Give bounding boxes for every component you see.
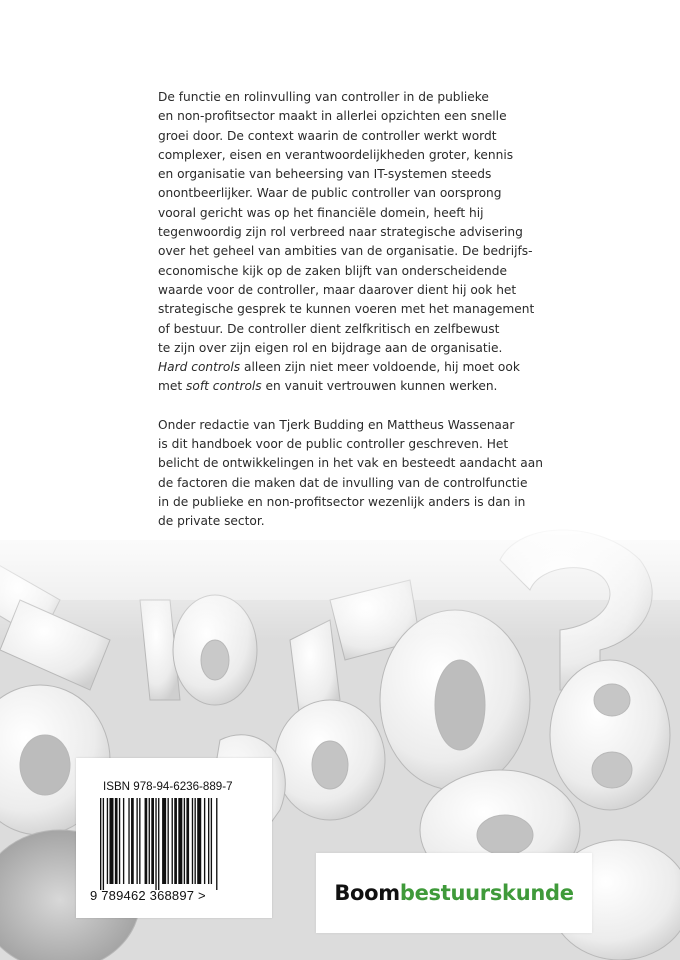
barcode-digits: 9 789462 368897 > bbox=[90, 888, 206, 903]
blurb-line: De functie en rolinvulling van controller in de publieke bbox=[158, 90, 489, 104]
blurb-line: complexer, eisen en verantwoordelijkheden groter, kennis bbox=[158, 147, 514, 162]
blurb-line bbox=[158, 358, 558, 377]
barcode-bar bbox=[103, 798, 104, 890]
barcode-bar bbox=[155, 798, 156, 890]
blurb-line: in de publieke en non-profitsector wezenlijk anders is dan in bbox=[158, 494, 526, 509]
blurb-line: en organisatie van beheersing van IT-systemen steeds bbox=[158, 167, 492, 182]
blurb-line bbox=[158, 377, 558, 396]
publisher-brand: Boom bbox=[334, 881, 400, 905]
barcode-bar bbox=[208, 798, 209, 884]
barcode-bar bbox=[158, 798, 159, 890]
publisher-name bbox=[334, 881, 573, 905]
barcode-bar bbox=[178, 798, 182, 884]
blurb-line: over het geheel van ambities van de organisatie. De bedrijfs- bbox=[158, 244, 533, 259]
barcode-bar bbox=[186, 798, 189, 884]
blurb-line-start: met bbox=[158, 379, 187, 394]
isbn-barcode-panel bbox=[76, 758, 272, 918]
blurb-line: strategische gesprek te kunnen voeren met het management bbox=[158, 302, 535, 317]
barcode-bar bbox=[128, 798, 129, 884]
blurb-line: is dit handboek voor de public controller geschreven. Het bbox=[158, 437, 509, 452]
blurb-line: onontbeerlijker. Waar de public controller van oorsprong bbox=[158, 186, 502, 201]
barcode-bar bbox=[192, 798, 193, 884]
blurb-line: Onder redactie van Tjerk Budding en Mattheus Wassenaar bbox=[158, 417, 515, 432]
barcode-bar bbox=[162, 798, 166, 884]
barcode-bar bbox=[107, 798, 108, 884]
blurb-line: groei door. De context waarin de controller werkt wordt bbox=[158, 128, 497, 143]
hard-controls-term: Hard controls bbox=[158, 360, 241, 375]
barcode-bar bbox=[149, 798, 150, 884]
barcode-bar bbox=[204, 798, 205, 884]
paragraph-gap bbox=[158, 397, 558, 416]
barcode-bar bbox=[197, 798, 201, 884]
barcode-bar bbox=[216, 798, 217, 890]
barcode-bar bbox=[211, 798, 212, 884]
back-cover-blurb bbox=[158, 88, 558, 532]
blurb-line: te zijn over zijn eigen rol en bijdrage aan de organisatie. bbox=[158, 340, 503, 355]
blurb-line: belicht de ontwikkelingen in het vak en besteedt aandacht aan bbox=[158, 456, 543, 471]
barcode-bar bbox=[109, 798, 113, 884]
barcode-bar bbox=[100, 798, 101, 890]
barcode-bar bbox=[123, 798, 124, 884]
barcode-bar bbox=[136, 798, 137, 884]
blurb-line-rest: alleen zijn niet meer voldoende, hij moet ook bbox=[240, 360, 520, 375]
publisher-logo bbox=[316, 853, 592, 933]
barcode-bar bbox=[195, 798, 196, 884]
barcode-bar bbox=[184, 798, 185, 884]
barcode-bar bbox=[131, 798, 134, 884]
blurb-line: waarde voor de controller, maar daarover dient hij ook het bbox=[158, 282, 517, 297]
blurb-line: economische kijk op de zaken blijft van onderscheidende bbox=[158, 263, 507, 278]
blurb-line: of bestuur. De controller dient zelfkritisch en zelfbewust bbox=[158, 321, 500, 336]
barcode-bar bbox=[119, 798, 120, 884]
barcode-bar bbox=[168, 798, 169, 884]
blurb-line: vooral gericht was op het financiële domein, heeft hij bbox=[158, 205, 484, 220]
barcode-bar bbox=[151, 798, 154, 884]
blurb-paragraph-2 bbox=[158, 416, 558, 532]
blurb-line: en non-profitsector maakt in allerlei opzichten een snelle bbox=[158, 109, 507, 124]
blurb-line-rest: en vanuit vertrouwen kunnen werken. bbox=[261, 379, 498, 394]
soft-controls-term: soft controls bbox=[186, 379, 262, 394]
blurb-line: de private sector. bbox=[158, 514, 265, 529]
blurb-paragraph-1 bbox=[158, 88, 558, 397]
blurb-line: tegenwoordig zijn rol verbreed naar strategische advisering bbox=[158, 225, 523, 240]
barcode-bar bbox=[174, 798, 177, 884]
barcode-bar bbox=[172, 798, 173, 884]
publisher-series: bestuurskunde bbox=[399, 881, 574, 905]
barcode-bar bbox=[139, 798, 140, 884]
barcode-bar bbox=[115, 798, 118, 884]
barcode-bar bbox=[145, 798, 148, 884]
blurb-line: de factoren die maken dat de invulling van de controlfunctie bbox=[158, 475, 528, 490]
isbn-label: ISBN 978-94-6236-889-7 bbox=[103, 780, 233, 793]
